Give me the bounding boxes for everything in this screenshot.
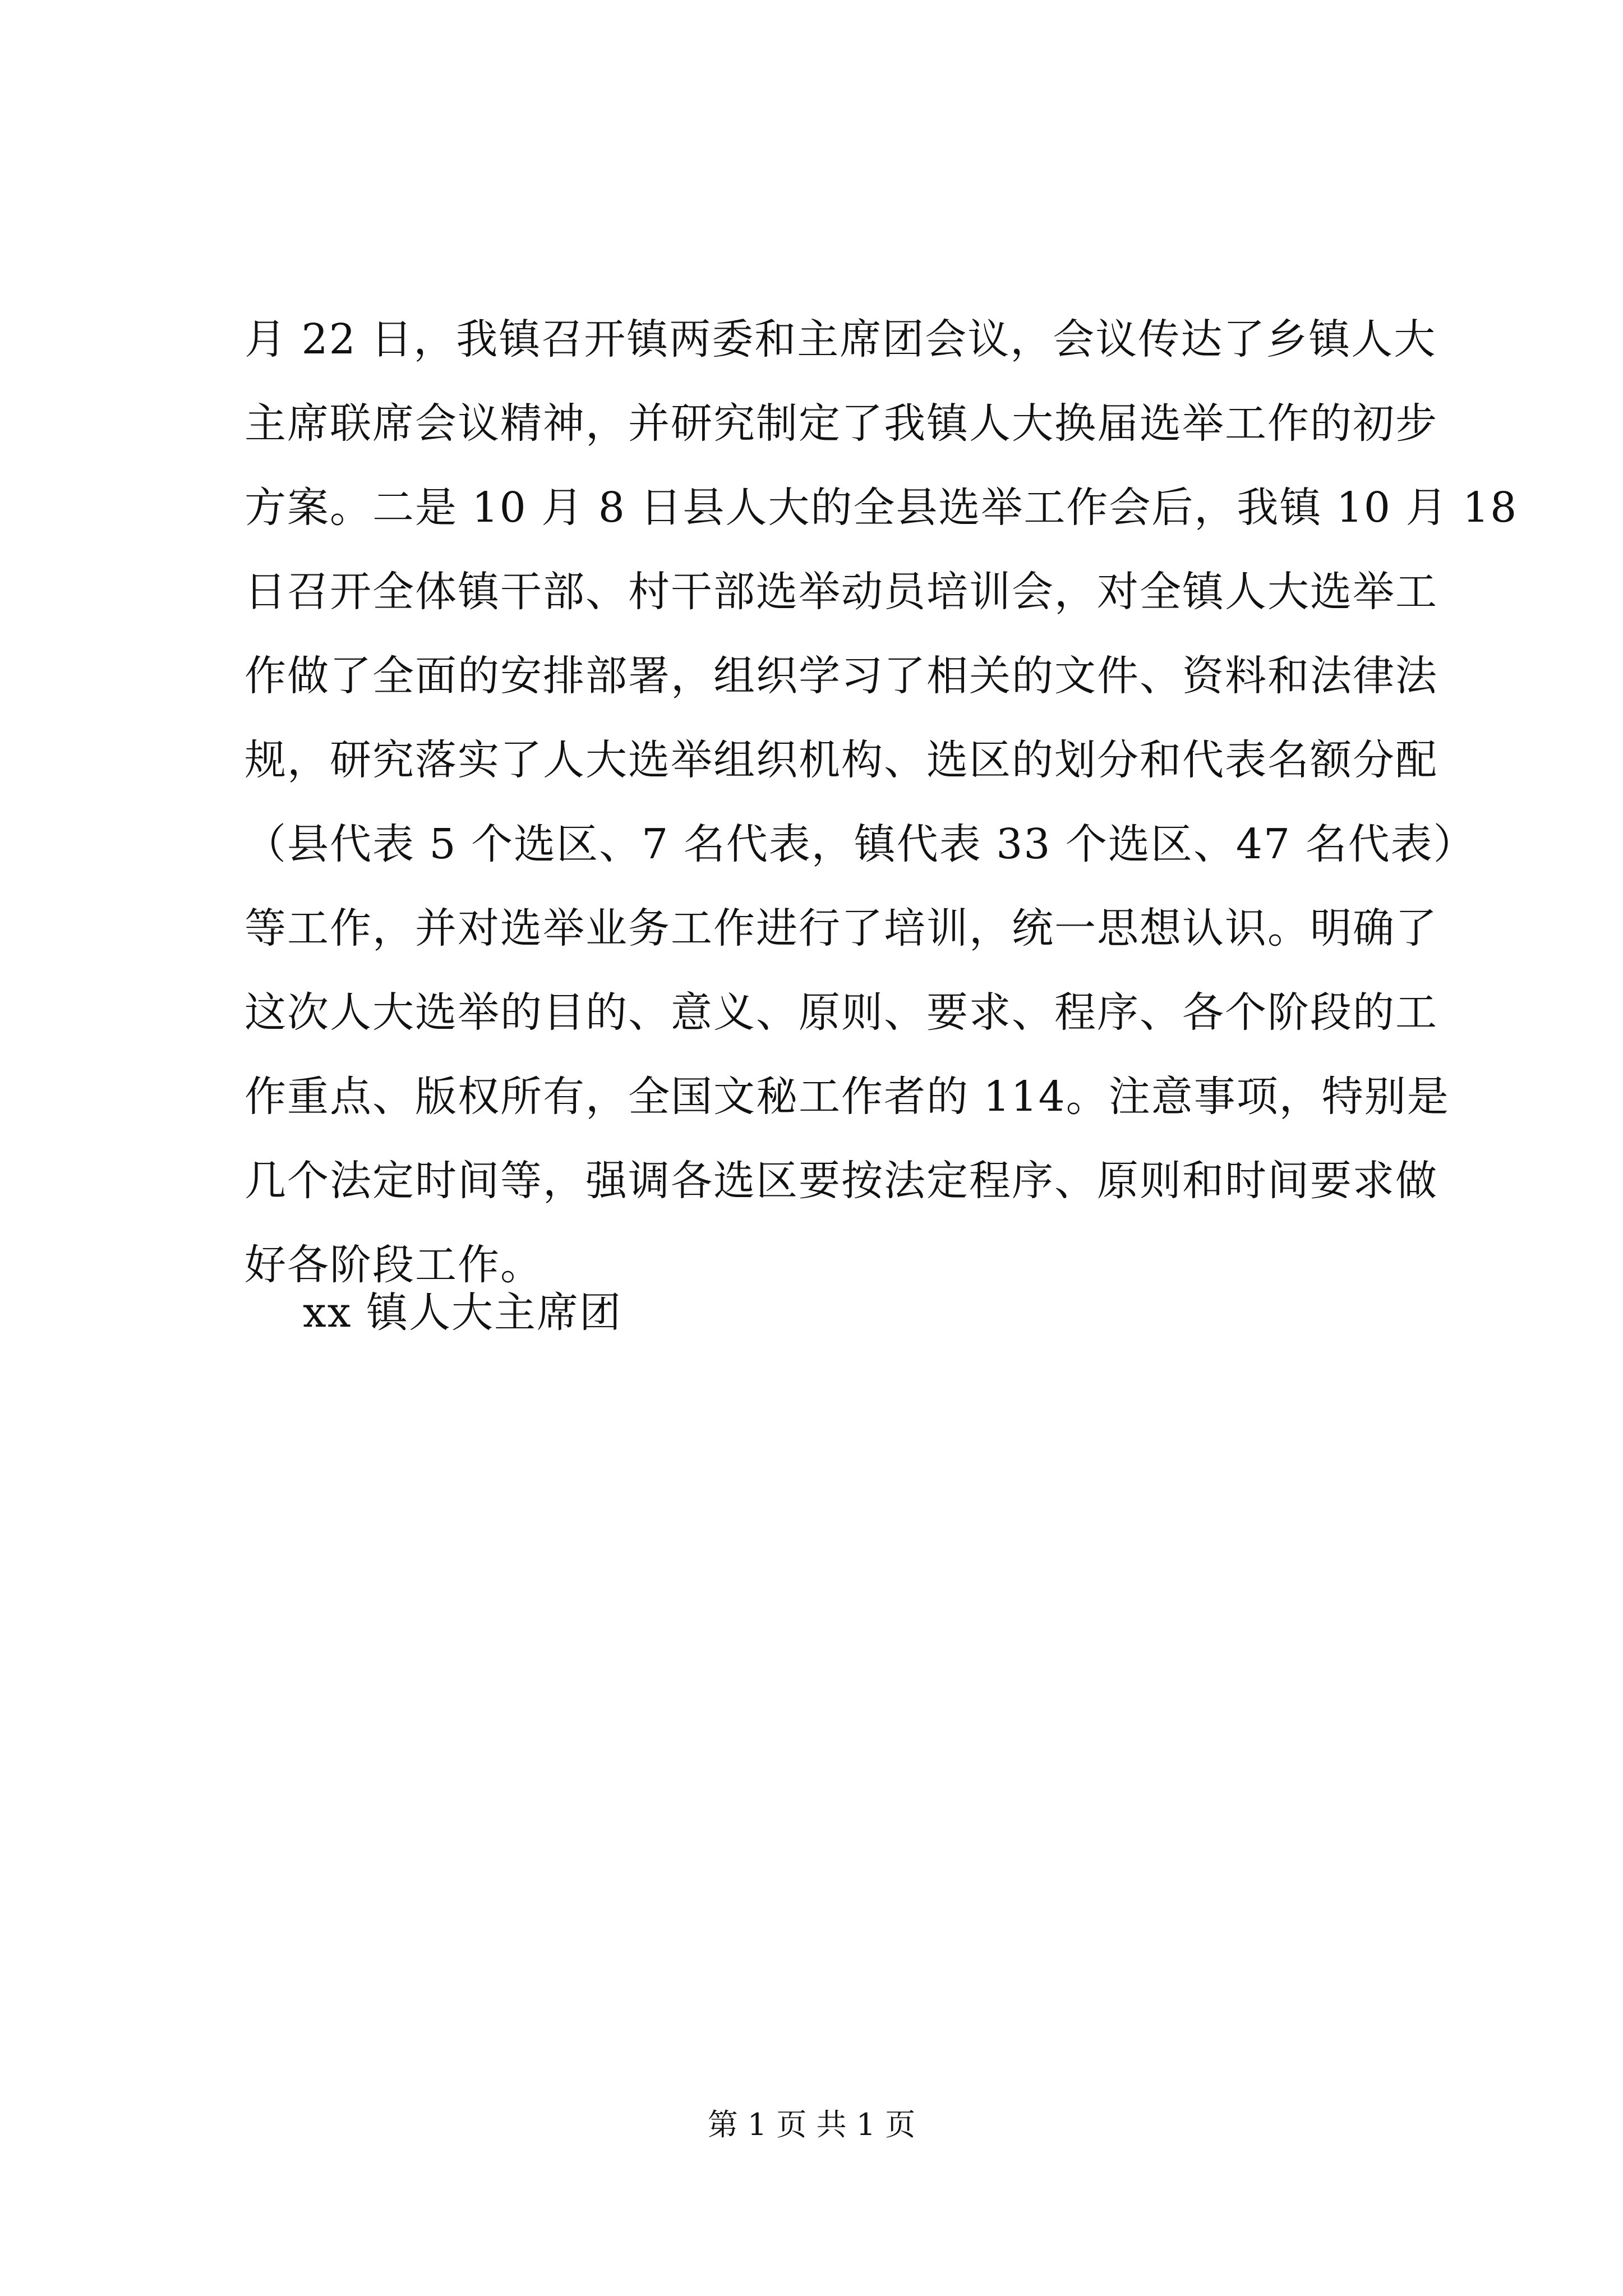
paragraph-line: 几个法定时间等，强调各选区要按法定程序、原则和时间要求做 [245,1157,1438,1205]
body-paragraph [245,297,1518,1307]
paragraph-line: 作做了全面的安排部署，组织学习了相关的文件、资料和法律法 [245,652,1438,700]
paragraph-line: （县代表 5 个选区、7 名代表，镇代表 33 个选区、47 名代表） [245,820,1476,868]
paragraph-line: 等工作，并对选举业务工作进行了培训，统一思想认识。明确了 [245,904,1438,953]
paragraph-line: 好各阶段工作。 [245,1241,543,1289]
paragraph-line: 这次人大选举的目的、意义、原则、要求、程序、各个阶段的工 [245,988,1438,1037]
paragraph-line: 主席联席会议精神，并研究制定了我镇人大换届选举工作的初步 [245,399,1438,448]
signature-line: xx 镇人大主席团 [303,1289,622,1337]
paragraph-line: 规，研究落实了人大选举组织机构、选区的划分和代表名额分配 [245,736,1438,784]
page-footer: 第 1 页 共 1 页 [707,2107,916,2142]
paragraph-line: 作重点、版权所有，全国文秘工作者的 114。注意事项，特别是 [245,1073,1450,1121]
paragraph-line: 日召开全体镇干部、村干部选举动员培训会，对全镇人大选举工 [245,568,1438,616]
paragraph-line: 月 22 日，我镇召开镇两委和主席团会议，会议传达了乡镇人大 [245,315,1437,364]
paragraph-line: 方案。二是 10 月 8 日县人大的全县选举工作会后，我镇 10 月 18 [245,484,1518,532]
